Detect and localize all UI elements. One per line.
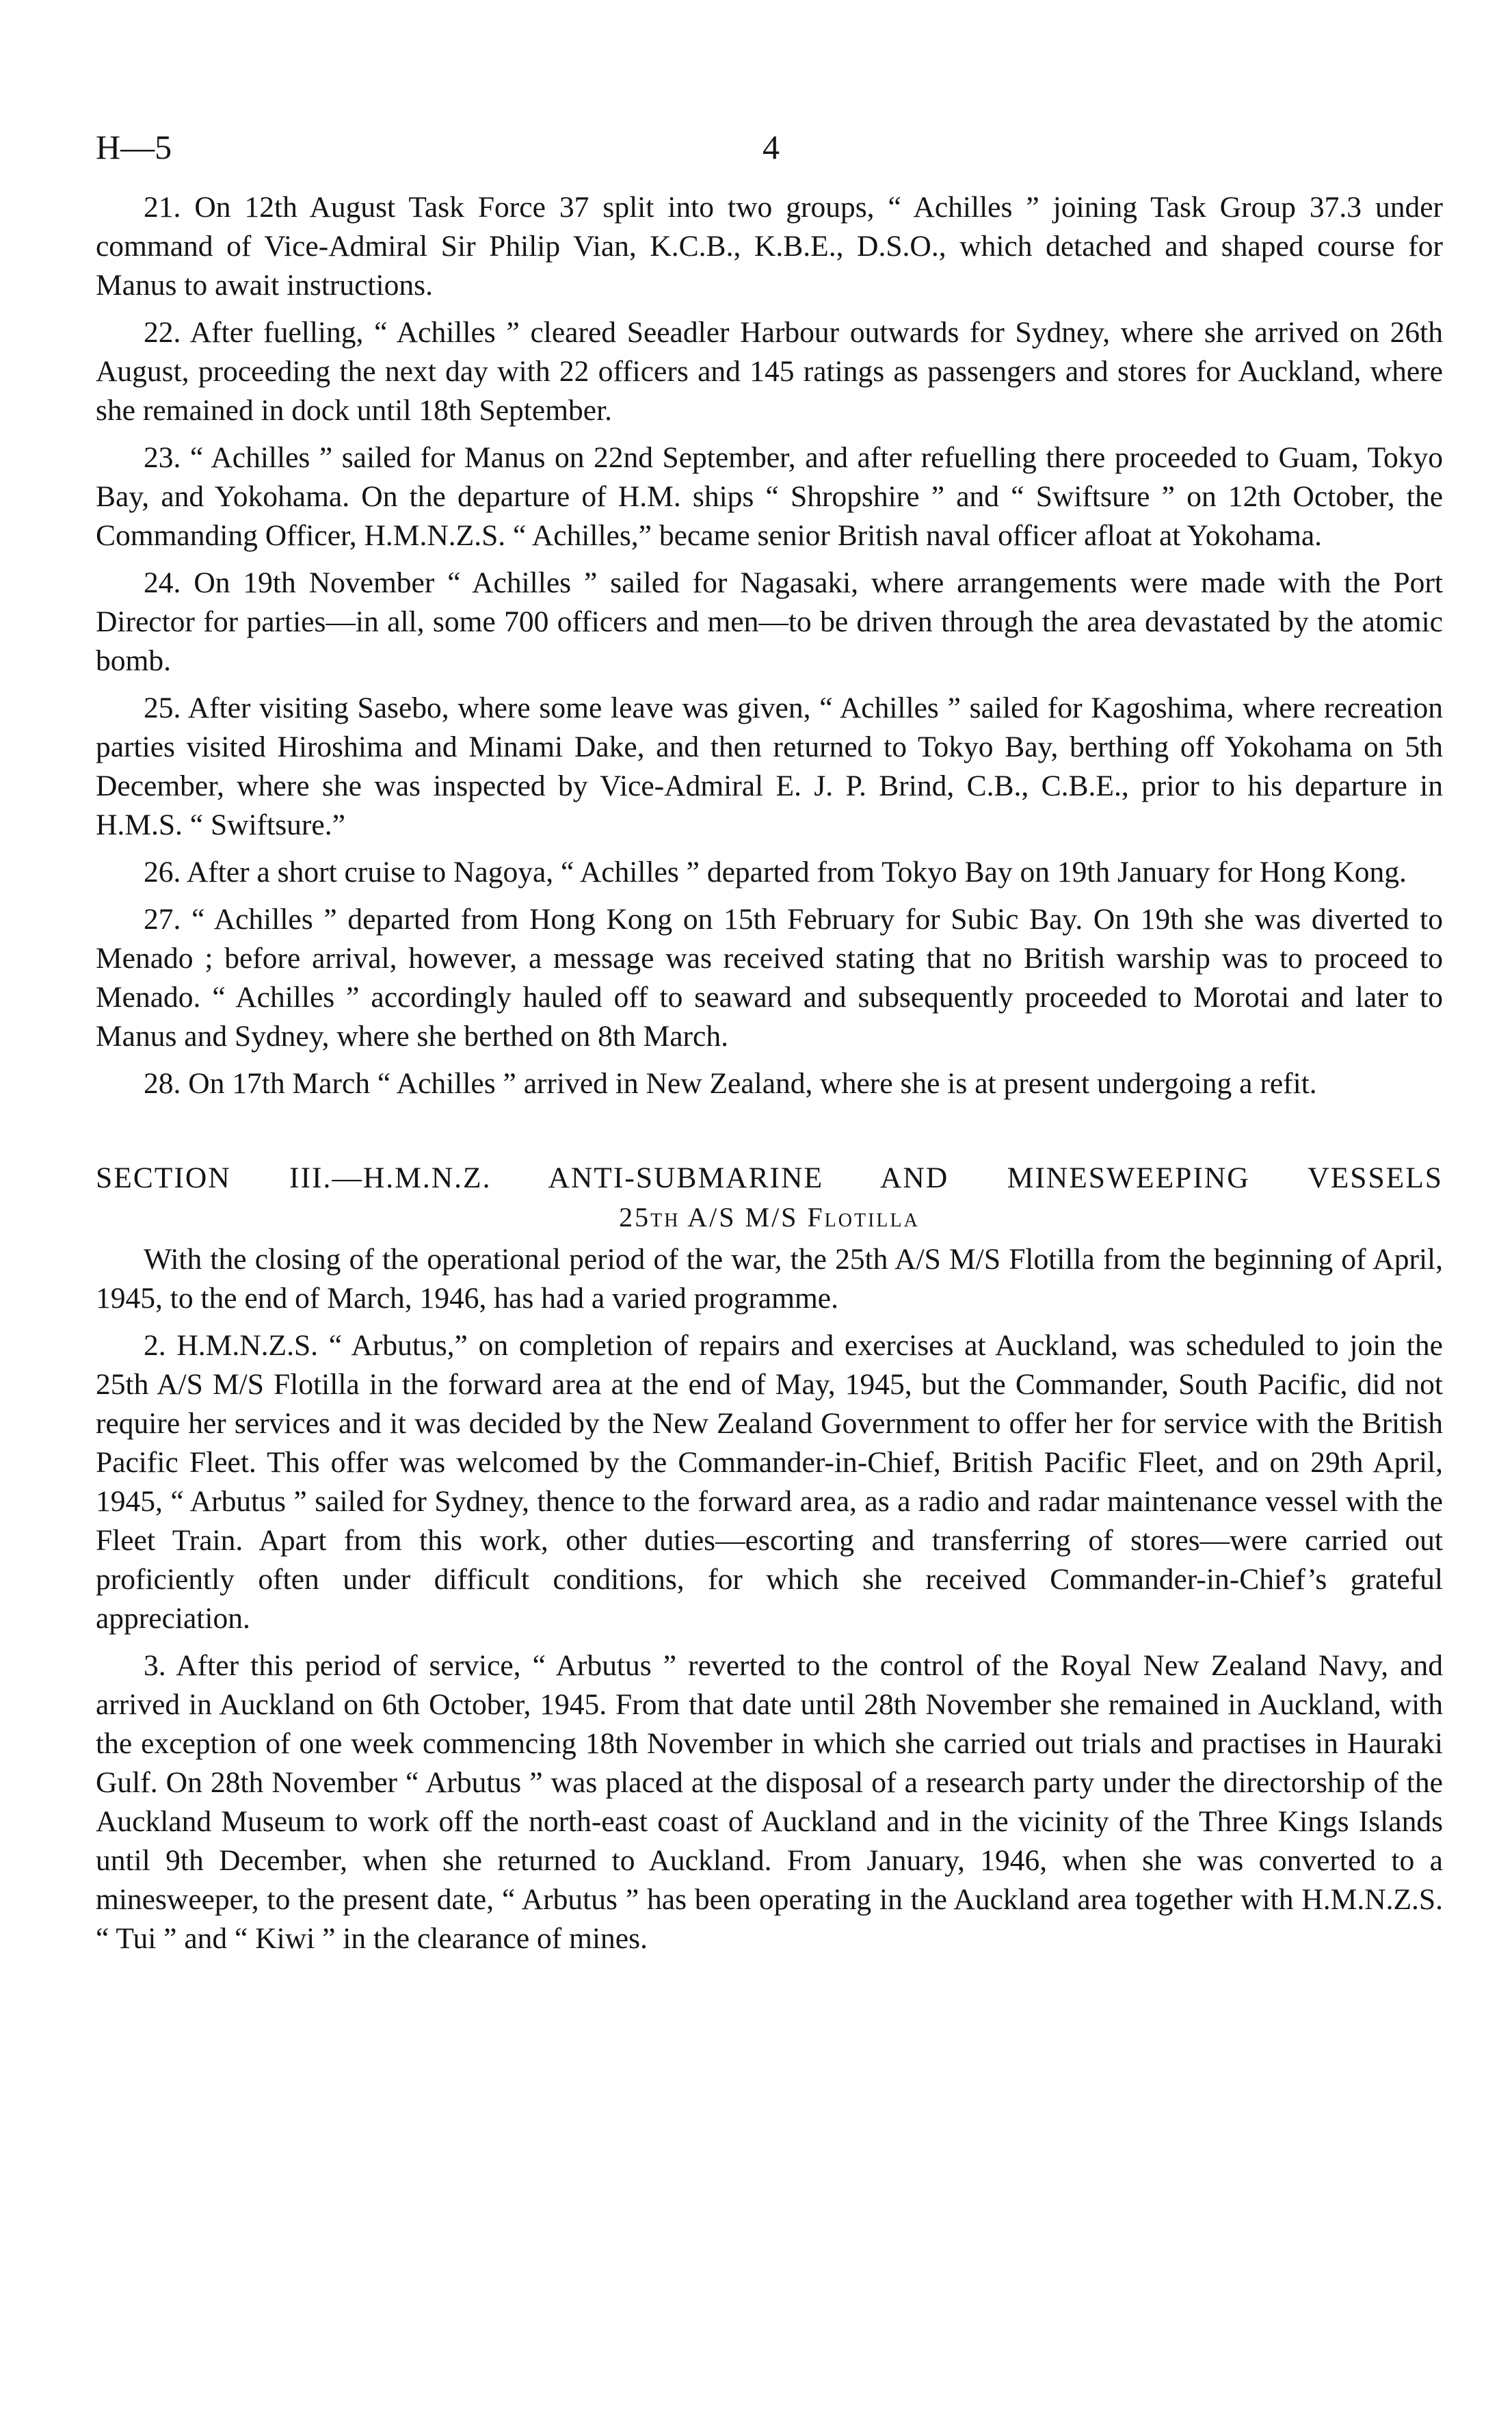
document-reference: H—5 bbox=[96, 128, 172, 166]
paragraph-23: 23. “ Achilles ” sailed for Manus on 22nd September, and after refuelling there proceeded to Guam, Tokyo Bay, and Yokohama. On the departure of H.M. ships “ Shropshire ” and “ Swiftsure ” on 12th October, the Commanding Officer, H.M.N.Z.S. “ Achilles,” became senior British naval officer afloat at Yokohama. bbox=[96, 441, 1443, 552]
section-heading: SECTION III.—H.M.N.Z. ANTI-SUBMARINE AND MINESWEEPING VESSELS bbox=[96, 1161, 1443, 1194]
section-2-continued bbox=[96, 188, 1443, 1103]
paragraph-21: 21. On 12th August Task Force 37 split into two groups, “ Achilles ” joining Task Group 37.3 under command of Vice-Admiral Sir Philip Vian, K.C.B., K.B.E., D.S.O., which detached and shaped course for Manus to await instructions. bbox=[96, 191, 1443, 302]
paragraph-intro: With the closing of the operational period of the war, the 25th A/S M/S Flotilla from the beginning of April, 1945, to the end of March, 1946, has had a varied programme. bbox=[96, 1243, 1443, 1315]
paragraph-2: 2. H.M.N.Z.S. “ Arbutus,” on completion of repairs and exercises at Auckland, was scheduled to join the 25th A/S M/S Flotilla in the forward area at the end of May, 1945, but the Commander, South Pacific, did not require her services and it was decided by the New Zealand Government to offer her for service with the British Pacific Fleet. This offer was welcomed by the Commander-in-Chief, British Pacific Fleet, and on 29th April, 1945, “ Arbutus ” sailed for Sydney, thence to the forward area, as a radio and radar maintenance vessel with the Fleet Train. Apart from this work, other duties—escorting and transferring of stores—were carried out proficiently often under difficult conditions, for which she received Commander-in-Chief’s grateful appreciation. bbox=[96, 1329, 1443, 1635]
page-number: 4 bbox=[762, 128, 780, 166]
paragraph-27: 27. “ Achilles ” departed from Hong Kong on 15th February for Subic Bay. On 19th she was diverted to Menado ; before arrival, however, a message was received stating that no British warship was to proceed to Menado. “ Achilles ” accordingly hauled off to seaward and subsequently proceeded to Morotai and later to Manus and Sydney, where she berthed on 8th March. bbox=[96, 903, 1443, 1053]
document-page bbox=[96, 127, 1443, 1967]
paragraph-26: 26. After a short cruise to Nagoya, “ Achilles ” departed from Tokyo Bay on 19th January for Hong Kong. bbox=[144, 856, 1407, 889]
paragraph-3: 3. After this period of service, “ Arbutus ” reverted to the control of the Royal New Zealand Navy, and arrived in Auckland on 6th October, 1945. From that date until 28th November she remained in Auckland, with the exception of one week commencing 18th November in which she carried out trials and practises in Hauraki Gulf. On 28th November “ Arbutus ” was placed at the disposal of a research party under the directorship of the Auckland Museum to work off the north-east coast of Auckland and in the vicinity of the Three Kings Islands until 9th December, when she returned to Auckland. From January, 1946, when she was converted to a minesweeper, to the present date, “ Arbutus ” has been operating in the Auckland area together with H.M.N.Z.S. “ Tui ” and “ Kiwi ” in the clearance of mines. bbox=[96, 1649, 1443, 1955]
page-header bbox=[96, 127, 1443, 188]
paragraph-28: 28. On 17th March “ Achilles ” arrived in New Zealand, where she is at present undergoing a refit. bbox=[144, 1067, 1317, 1100]
paragraph-24: 24. On 19th November “ Achilles ” sailed for Nagasaki, where arrangements were made with the Port Director for parties—in all, some 700 officers and men—to be driven through the area devastated by the atomic bomb. bbox=[96, 566, 1443, 677]
paragraph-22: 22. After fuelling, “ Achilles ” cleared Seeadler Harbour outwards for Sydney, where she arrived on 26th August, proceeding the next day with 22 officers and 145 ratings as passengers and stores for Auckland, where she remained in dock until 18th September. bbox=[96, 316, 1443, 427]
section-3 bbox=[96, 1158, 1443, 1958]
paragraph-25: 25. After visiting Sasebo, where some leave was given, “ Achilles ” sailed for Kagoshima, where recreation parties visited Hiroshima and Minami Dake, and then returned to Tokyo Bay, berthing off Yokohama on 5th December, where she was inspected by Vice-Admiral E. J. P. Brind, C.B., C.B.E., prior to his departure in H.M.S. “ Swiftsure.” bbox=[96, 692, 1443, 841]
section-subheading: 25th A/S M/S Flotilla bbox=[619, 1202, 920, 1233]
